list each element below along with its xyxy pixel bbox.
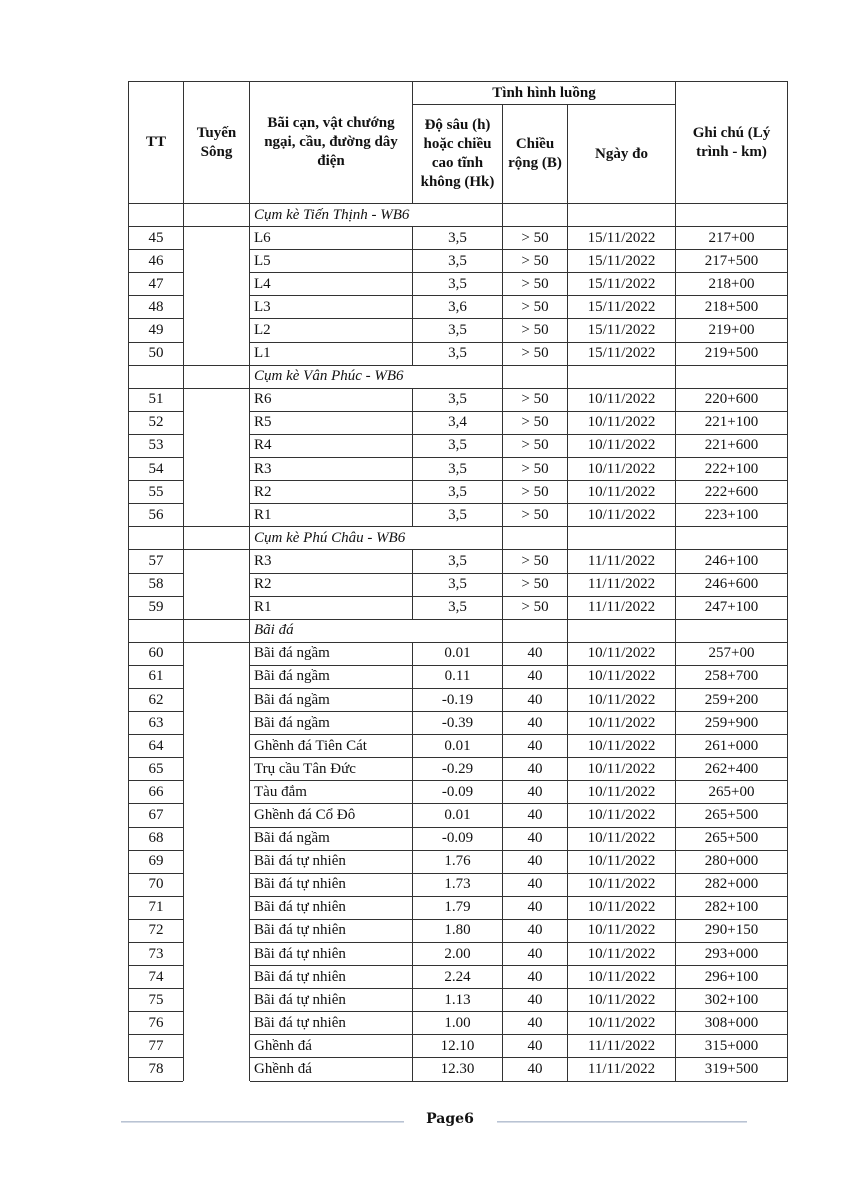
row-note: 265+500 (676, 804, 788, 827)
row-width: > 50 (503, 388, 568, 411)
row-width: 40 (503, 850, 568, 873)
section-width-cell (503, 619, 568, 642)
row-depth: 3,5 (413, 434, 503, 457)
row-depth: 1.80 (413, 919, 503, 942)
row-date: 10/11/2022 (568, 411, 676, 434)
row-obstacle-name: R3 (250, 550, 413, 573)
section-river-cell (184, 527, 250, 550)
row-note: 265+00 (676, 781, 788, 804)
row-depth: 3,5 (413, 550, 503, 573)
row-depth: 3,5 (413, 319, 503, 342)
row-tt: 64 (129, 735, 184, 758)
row-obstacle-name: R2 (250, 573, 413, 596)
row-obstacle-name: Bãi đá tự nhiên (250, 989, 413, 1012)
row-depth: 0.01 (413, 735, 503, 758)
section-title: Cụm kè Phú Châu - WB6 (250, 527, 503, 550)
row-width: > 50 (503, 319, 568, 342)
section-tt-cell (129, 204, 184, 227)
row-date: 10/11/2022 (568, 712, 676, 735)
row-width: 40 (503, 712, 568, 735)
row-date: 10/11/2022 (568, 434, 676, 457)
row-date: 10/11/2022 (568, 896, 676, 919)
river-cell (184, 642, 250, 1081)
row-obstacle-name: Bãi đá ngầm (250, 642, 413, 665)
section-row (129, 365, 788, 388)
header-river: Tuyến Sông (184, 82, 250, 204)
row-depth: 12.30 (413, 1058, 503, 1081)
row-obstacle-name: L6 (250, 227, 413, 250)
row-depth: -0.09 (413, 781, 503, 804)
row-width: 40 (503, 919, 568, 942)
row-note: 302+100 (676, 989, 788, 1012)
row-tt: 76 (129, 1012, 184, 1035)
row-date: 10/11/2022 (568, 481, 676, 504)
row-depth: -0.39 (413, 712, 503, 735)
river-cell (184, 388, 250, 527)
row-width: > 50 (503, 250, 568, 273)
row-obstacle-name: L5 (250, 250, 413, 273)
section-note-cell (676, 619, 788, 642)
row-obstacle-name: R2 (250, 481, 413, 504)
row-depth: 1.79 (413, 896, 503, 919)
row-width: 40 (503, 896, 568, 919)
row-tt: 55 (129, 481, 184, 504)
row-date: 10/11/2022 (568, 873, 676, 896)
row-tt: 48 (129, 296, 184, 319)
row-date: 10/11/2022 (568, 781, 676, 804)
row-width: > 50 (503, 273, 568, 296)
row-note: 315+000 (676, 1035, 788, 1058)
row-note: 217+500 (676, 250, 788, 273)
section-tt-cell (129, 619, 184, 642)
row-date: 10/11/2022 (568, 989, 676, 1012)
row-date: 10/11/2022 (568, 919, 676, 942)
footer-divider-right (497, 1121, 747, 1123)
row-note: 223+100 (676, 504, 788, 527)
row-width: 40 (503, 804, 568, 827)
row-obstacle-name: L4 (250, 273, 413, 296)
row-tt: 50 (129, 342, 184, 365)
row-date: 15/11/2022 (568, 250, 676, 273)
row-note: 221+100 (676, 411, 788, 434)
row-width: 40 (503, 1035, 568, 1058)
row-date: 10/11/2022 (568, 642, 676, 665)
row-note: 222+600 (676, 481, 788, 504)
table-row (129, 388, 788, 411)
row-depth: 1.73 (413, 873, 503, 896)
row-tt: 58 (129, 573, 184, 596)
row-obstacle-name: Bãi đá tự nhiên (250, 966, 413, 989)
section-date-cell (568, 527, 676, 550)
row-depth: 12.10 (413, 1035, 503, 1058)
row-tt: 75 (129, 989, 184, 1012)
row-tt: 78 (129, 1058, 184, 1081)
row-depth: 2.24 (413, 966, 503, 989)
row-obstacle-name: Bãi đá tự nhiên (250, 943, 413, 966)
river-cell (184, 227, 250, 366)
row-width: 40 (503, 943, 568, 966)
row-depth: 0.01 (413, 642, 503, 665)
header-note: Ghi chú (Lý trình - km) (676, 82, 788, 204)
row-width: 40 (503, 1012, 568, 1035)
row-obstacle-name: R6 (250, 388, 413, 411)
row-tt: 67 (129, 804, 184, 827)
section-tt-cell (129, 527, 184, 550)
row-depth: 3,5 (413, 342, 503, 365)
row-depth: 0.01 (413, 804, 503, 827)
row-note: 218+00 (676, 273, 788, 296)
row-tt: 65 (129, 758, 184, 781)
row-date: 10/11/2022 (568, 850, 676, 873)
header-width: Chiều rộng (B) (503, 105, 568, 204)
row-date: 15/11/2022 (568, 342, 676, 365)
section-width-cell (503, 204, 568, 227)
section-date-cell (568, 619, 676, 642)
row-width: 40 (503, 1058, 568, 1081)
row-depth: 3,5 (413, 388, 503, 411)
row-tt: 45 (129, 227, 184, 250)
row-tt: 61 (129, 665, 184, 688)
row-width: > 50 (503, 342, 568, 365)
row-note: 293+000 (676, 943, 788, 966)
row-depth: 1.00 (413, 1012, 503, 1035)
row-date: 15/11/2022 (568, 319, 676, 342)
row-width: 40 (503, 873, 568, 896)
row-tt: 77 (129, 1035, 184, 1058)
row-note: 219+500 (676, 342, 788, 365)
row-date: 10/11/2022 (568, 966, 676, 989)
footer-divider-left (121, 1121, 404, 1123)
row-date: 11/11/2022 (568, 550, 676, 573)
row-depth: 1.76 (413, 850, 503, 873)
row-note: 259+900 (676, 712, 788, 735)
row-obstacle-name: Tàu đắm (250, 781, 413, 804)
row-width: > 50 (503, 504, 568, 527)
section-title: Cụm kè Vân Phúc - WB6 (250, 365, 503, 388)
row-width: 40 (503, 665, 568, 688)
row-width: > 50 (503, 411, 568, 434)
section-note-cell (676, 204, 788, 227)
row-tt: 54 (129, 458, 184, 481)
row-tt: 53 (129, 434, 184, 457)
channel-status-table (128, 81, 788, 1082)
row-tt: 71 (129, 896, 184, 919)
row-obstacle-name: Ghềnh đá Cổ Đô (250, 804, 413, 827)
row-tt: 73 (129, 943, 184, 966)
row-depth: 0.11 (413, 665, 503, 688)
page-number: Page6 (426, 1111, 474, 1127)
row-note: 280+000 (676, 850, 788, 873)
row-date: 11/11/2022 (568, 573, 676, 596)
row-date: 11/11/2022 (568, 1035, 676, 1058)
row-note: 261+000 (676, 735, 788, 758)
row-tt: 56 (129, 504, 184, 527)
row-date: 10/11/2022 (568, 1012, 676, 1035)
row-obstacle-name: Bãi đá ngầm (250, 665, 413, 688)
row-note: 246+100 (676, 550, 788, 573)
row-note: 265+500 (676, 827, 788, 850)
row-date: 15/11/2022 (568, 227, 676, 250)
row-width: > 50 (503, 227, 568, 250)
header-tt: TT (129, 82, 184, 204)
row-date: 10/11/2022 (568, 827, 676, 850)
section-note-cell (676, 365, 788, 388)
row-depth: 1.13 (413, 989, 503, 1012)
section-date-cell (568, 204, 676, 227)
row-date: 11/11/2022 (568, 596, 676, 619)
row-tt: 46 (129, 250, 184, 273)
table-row (129, 227, 788, 250)
row-date: 10/11/2022 (568, 504, 676, 527)
row-date: 15/11/2022 (568, 296, 676, 319)
row-note: 221+600 (676, 434, 788, 457)
row-tt: 69 (129, 850, 184, 873)
row-obstacle-name: Bãi đá ngầm (250, 688, 413, 711)
row-width: 40 (503, 966, 568, 989)
row-obstacle-name: Ghềnh đá (250, 1035, 413, 1058)
row-width: 40 (503, 735, 568, 758)
row-depth: 3,5 (413, 458, 503, 481)
row-obstacle-name: L1 (250, 342, 413, 365)
header-date: Ngày đo (568, 105, 676, 204)
row-tt: 62 (129, 688, 184, 711)
section-date-cell (568, 365, 676, 388)
row-tt: 59 (129, 596, 184, 619)
row-obstacle-name: R1 (250, 504, 413, 527)
row-width: 40 (503, 989, 568, 1012)
section-width-cell (503, 365, 568, 388)
table-row (129, 642, 788, 665)
row-obstacle-name: Bãi đá tự nhiên (250, 1012, 413, 1035)
row-note: 308+000 (676, 1012, 788, 1035)
section-width-cell (503, 527, 568, 550)
river-cell (184, 550, 250, 619)
section-river-cell (184, 204, 250, 227)
table-row (129, 550, 788, 573)
row-width: 40 (503, 758, 568, 781)
row-date: 10/11/2022 (568, 804, 676, 827)
section-river-cell (184, 365, 250, 388)
row-note: 257+00 (676, 642, 788, 665)
row-obstacle-name: Bãi đá tự nhiên (250, 873, 413, 896)
row-depth: 3,5 (413, 573, 503, 596)
row-tt: 49 (129, 319, 184, 342)
row-depth: -0.09 (413, 827, 503, 850)
page-footer (0, 1108, 849, 1134)
row-note: 262+400 (676, 758, 788, 781)
row-width: 40 (503, 827, 568, 850)
header-depth: Độ sâu (h) hoặc chiều cao tĩnh không (Hk) (413, 105, 503, 204)
row-note: 222+100 (676, 458, 788, 481)
section-row (129, 527, 788, 550)
row-note: 258+700 (676, 665, 788, 688)
row-obstacle-name: R5 (250, 411, 413, 434)
section-row (129, 204, 788, 227)
row-date: 15/11/2022 (568, 273, 676, 296)
section-title: Cụm kè Tiến Thịnh - WB6 (250, 204, 503, 227)
section-title: Bãi đá (250, 619, 503, 642)
row-note: 282+000 (676, 873, 788, 896)
row-tt: 70 (129, 873, 184, 896)
row-obstacle-name: Ghềnh đá (250, 1058, 413, 1081)
row-width: > 50 (503, 434, 568, 457)
row-obstacle-name: Trụ cầu Tân Đức (250, 758, 413, 781)
row-tt: 72 (129, 919, 184, 942)
row-depth: -0.19 (413, 688, 503, 711)
row-tt: 63 (129, 712, 184, 735)
row-date: 10/11/2022 (568, 665, 676, 688)
row-date: 11/11/2022 (568, 1058, 676, 1081)
row-width: 40 (503, 688, 568, 711)
row-depth: 3,5 (413, 250, 503, 273)
row-depth: 3,4 (413, 411, 503, 434)
row-width: 40 (503, 781, 568, 804)
section-row (129, 619, 788, 642)
row-tt: 57 (129, 550, 184, 573)
row-date: 10/11/2022 (568, 943, 676, 966)
row-depth: 3,5 (413, 504, 503, 527)
header-channel-group: Tình hình luồng (413, 82, 676, 105)
row-width: > 50 (503, 596, 568, 619)
row-depth: 3,5 (413, 481, 503, 504)
row-note: 218+500 (676, 296, 788, 319)
row-date: 10/11/2022 (568, 735, 676, 758)
row-width: > 50 (503, 481, 568, 504)
row-note: 290+150 (676, 919, 788, 942)
row-obstacle-name: R3 (250, 458, 413, 481)
row-date: 10/11/2022 (568, 388, 676, 411)
row-width: > 50 (503, 458, 568, 481)
section-tt-cell (129, 365, 184, 388)
row-note: 282+100 (676, 896, 788, 919)
row-note: 220+600 (676, 388, 788, 411)
row-depth: 3,6 (413, 296, 503, 319)
row-date: 10/11/2022 (568, 688, 676, 711)
row-obstacle-name: Bãi đá tự nhiên (250, 919, 413, 942)
row-depth: -0.29 (413, 758, 503, 781)
row-tt: 60 (129, 642, 184, 665)
row-obstacle-name: Bãi đá tự nhiên (250, 850, 413, 873)
table-body (129, 204, 788, 1082)
row-tt: 51 (129, 388, 184, 411)
row-tt: 47 (129, 273, 184, 296)
section-note-cell (676, 527, 788, 550)
row-obstacle-name: L2 (250, 319, 413, 342)
row-note: 319+500 (676, 1058, 788, 1081)
row-note: 217+00 (676, 227, 788, 250)
row-obstacle-name: R4 (250, 434, 413, 457)
row-obstacle-name: R1 (250, 596, 413, 619)
row-obstacle-name: Bãi đá tự nhiên (250, 896, 413, 919)
row-width: 40 (503, 642, 568, 665)
row-date: 10/11/2022 (568, 758, 676, 781)
row-width: > 50 (503, 550, 568, 573)
row-note: 246+600 (676, 573, 788, 596)
row-tt: 74 (129, 966, 184, 989)
row-note: 259+200 (676, 688, 788, 711)
section-river-cell (184, 619, 250, 642)
row-depth: 2.00 (413, 943, 503, 966)
row-note: 296+100 (676, 966, 788, 989)
row-depth: 3,5 (413, 596, 503, 619)
row-obstacle-name: L3 (250, 296, 413, 319)
row-depth: 3,5 (413, 273, 503, 296)
row-obstacle-name: Ghềnh đá Tiên Cát (250, 735, 413, 758)
row-obstacle-name: Bãi đá ngầm (250, 712, 413, 735)
row-obstacle-name: Bãi đá ngầm (250, 827, 413, 850)
row-width: > 50 (503, 296, 568, 319)
row-depth: 3,5 (413, 227, 503, 250)
header-obstacle: Bãi cạn, vật chướng ngại, cầu, đường dây điện (250, 82, 413, 204)
row-tt: 52 (129, 411, 184, 434)
row-note: 219+00 (676, 319, 788, 342)
row-tt: 66 (129, 781, 184, 804)
row-width: > 50 (503, 573, 568, 596)
row-note: 247+100 (676, 596, 788, 619)
row-tt: 68 (129, 827, 184, 850)
row-date: 10/11/2022 (568, 458, 676, 481)
